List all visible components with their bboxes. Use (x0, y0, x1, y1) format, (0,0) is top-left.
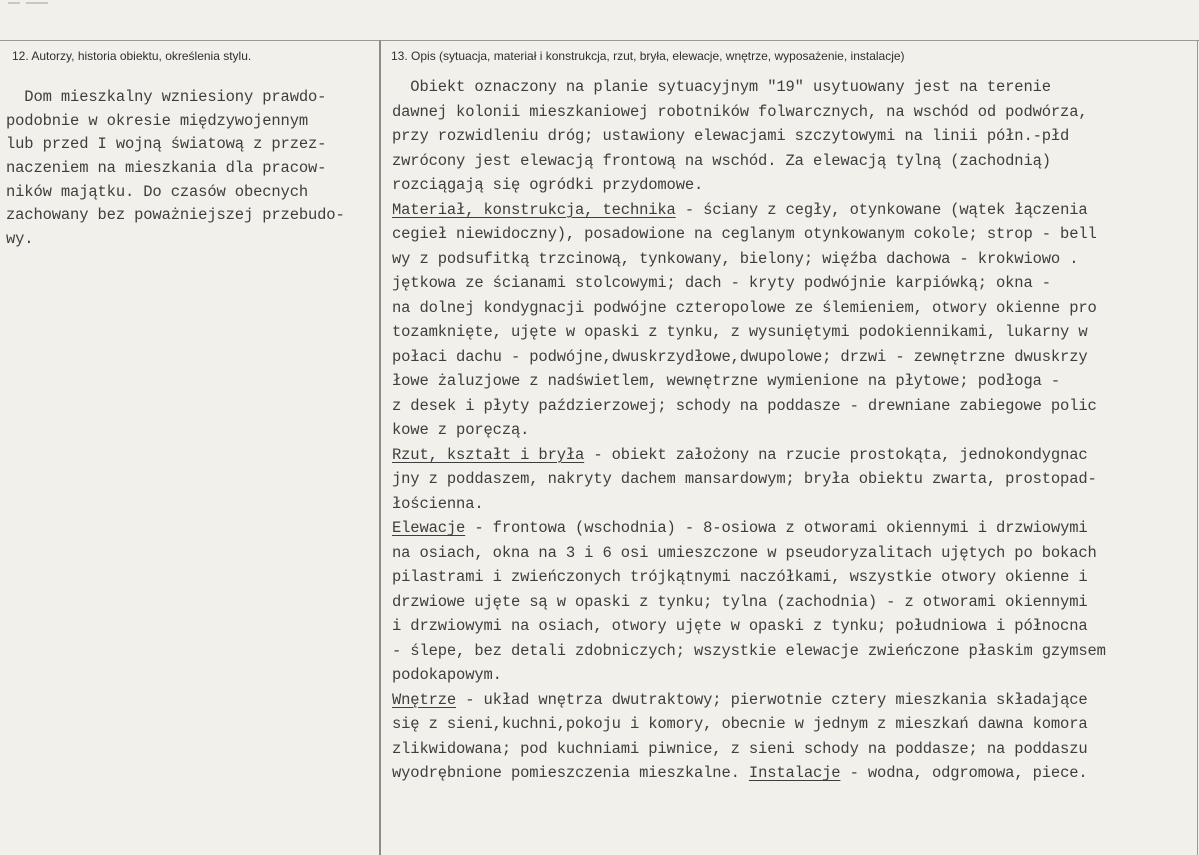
line-text: tozamknięte, ujęte w opaski z tynku, z wysuniętymi podokiennikami, lukarny w (392, 323, 1088, 341)
line-text: drzwiowe ujęte są w opaski z tynku; tylna (zachodnia) - z otworami okiennymi (392, 592, 1088, 611)
right-border (1197, 40, 1198, 855)
text-line: ników majątku. Do czasów obecnych (6, 182, 309, 201)
text-line (392, 492, 1192, 517)
text-line (392, 516, 1192, 541)
text-line (392, 737, 1192, 762)
text-line: Dom mieszkalny wzniesiony prawdo- (6, 88, 327, 106)
line-text: - układ wnętrza dwutraktowy; pierwotnie cztery mieszkania składające (456, 690, 1088, 709)
line-text: na osiach, okna na 3 i 6 osi umieszczone w pseudoryzalitach ujętych po bokach (392, 543, 1097, 562)
line-text: z desek i płyty paździerzowej; schody na poddasze - drewniane zabiegowe polic (392, 396, 1097, 415)
line-text: cegieł niewidoczny), posadowione na ceglanym otynkowanym cokole; strop - bell (392, 225, 1097, 243)
subsection-heading: Instalacje (748, 764, 841, 782)
line-text: - frontowa (wschodnia) - 8-osiowa z otworami okiennymi i drzwiowymi (465, 519, 1088, 537)
subsection-heading: Materiał, konstrukcja, technika (392, 200, 676, 219)
text-line (392, 247, 1192, 272)
line-text: i drzwiowymi na osiach, otwory ujęte w opaski z tynku; południowa i północna (392, 617, 1088, 635)
text-line (392, 369, 1192, 394)
header-rule (0, 40, 1199, 41)
line-text: - wodna, odgromowa, piece. (840, 764, 1088, 782)
text-line (392, 663, 1192, 688)
subsection-heading: Wnętrze (392, 690, 457, 709)
text-line (392, 173, 1192, 198)
text-line (392, 639, 1192, 664)
line-text: połaci dachu - podwójne,dwuskrzydłowe,dwupolowe; drzwi - zewnętrzne dwuskrzy (392, 347, 1088, 366)
text-line: wy. (6, 230, 34, 249)
text-line: podobnie w okresie międzywojennym (6, 111, 309, 130)
text-line (392, 590, 1192, 615)
text-line (392, 614, 1192, 639)
line-text: pilastrami i zwieńczonych trójkątnymi naczółkami, wszystkie otwory okienne i (392, 568, 1088, 586)
text-line (392, 541, 1192, 566)
text-line (392, 467, 1192, 492)
line-text: rozciągają się ogródki przydomowe. (392, 176, 704, 194)
text-line (392, 100, 1192, 125)
text-line (392, 296, 1192, 321)
line-text: się z sieni,kuchni,pokoju i komory, obecnie w jednym z mieszkań dawna komora (392, 715, 1088, 733)
line-text: zwrócony jest elewacją frontową na wschód. Za elewacją tylną (zachodnią) (392, 151, 1051, 170)
text-line (392, 761, 1192, 786)
text-line: zachowany bez poważniejszej przebudo- (6, 206, 345, 225)
section-13-header: 13. Opis (sytuacja, materiał i konstrukcja, rzut, bryła, elewacje, wnętrze, wyposażenie, instalacje) (391, 49, 905, 63)
line-text: jny z poddaszem, nakryty dachem mansardowym; bryła obiektu zwarta, prostopad- (392, 470, 1097, 488)
text-line (392, 345, 1192, 370)
top-edge-mark (0, 0, 60, 6)
line-text: kowe z poręczą. (392, 421, 530, 439)
text-line (392, 222, 1192, 247)
subsection-heading: Rzut, kształt i bryła (392, 445, 585, 464)
text-line (392, 198, 1192, 223)
line-text: łościenna. (392, 494, 484, 513)
section-12-body (6, 86, 374, 252)
line-text: zlikwidowana; pod kuchniami piwnice, z sieni schody na poddasze; na poddaszu (392, 739, 1088, 758)
line-text: podokapowym. (392, 666, 502, 684)
text-line (392, 565, 1192, 590)
line-text: wyodrębnione pomieszczenia mieszkalne. (392, 764, 749, 782)
line-text: łowe żaluzjowe z nadświetlem, wewnętrzne wymienione na płytowe; podłoga - (392, 372, 1061, 390)
line-text: dawnej kolonii mieszkaniowej robotników folwarcznych, na wschód od podwórza, (392, 102, 1088, 121)
line-text: - ściany z cegły, otynkowane (wątek łączenia (675, 200, 1088, 219)
line-text: wy z podsufitką trzcinową, tynkowany, bielony; więźba dachowa - krokwiowo . (392, 249, 1079, 268)
text-line (392, 394, 1192, 419)
line-text: - obiekt założony na rzucie prostokąta, jednokondygnac (584, 445, 1088, 464)
text-line (392, 688, 1192, 713)
text-line (392, 271, 1192, 296)
text-line (392, 75, 1192, 100)
text-line (392, 418, 1192, 443)
section-12-header: 12. Autorzy, historia obiektu, określenia stylu. (12, 49, 252, 63)
line-text: na dolnej kondygnacji podwójne czteropolowe ze ślemieniem, otwory okienne pro (392, 298, 1097, 317)
text-line (392, 124, 1192, 149)
text-line (392, 712, 1192, 737)
line-text: jętkowa ze ścianami stolcowymi; dach - kryty podwójnie karpiówką; okna - (392, 274, 1051, 292)
column-divider (379, 40, 381, 855)
text-line (392, 320, 1192, 345)
text-line: lub przed I wojną światową z przez- (6, 135, 327, 154)
line-text: - ślepe, bez detali zdobniczych; wszystkie elewacje zwieńczone płaskim gzymsem (392, 641, 1106, 660)
text-line (392, 443, 1192, 468)
text-line (392, 149, 1192, 174)
text-line: naczeniem na mieszkania dla pracow- (6, 159, 327, 178)
line-text: przy rozwidleniu dróg; ustawiony elewacjami szczytowymi na linii półn.-płd (392, 127, 1070, 145)
subsection-heading: Elewacje (392, 519, 466, 537)
line-text: Obiekt oznaczony na planie sytuacyjnym "19" usytuowany jest na terenie (392, 78, 1051, 96)
section-13-body (392, 75, 1192, 786)
